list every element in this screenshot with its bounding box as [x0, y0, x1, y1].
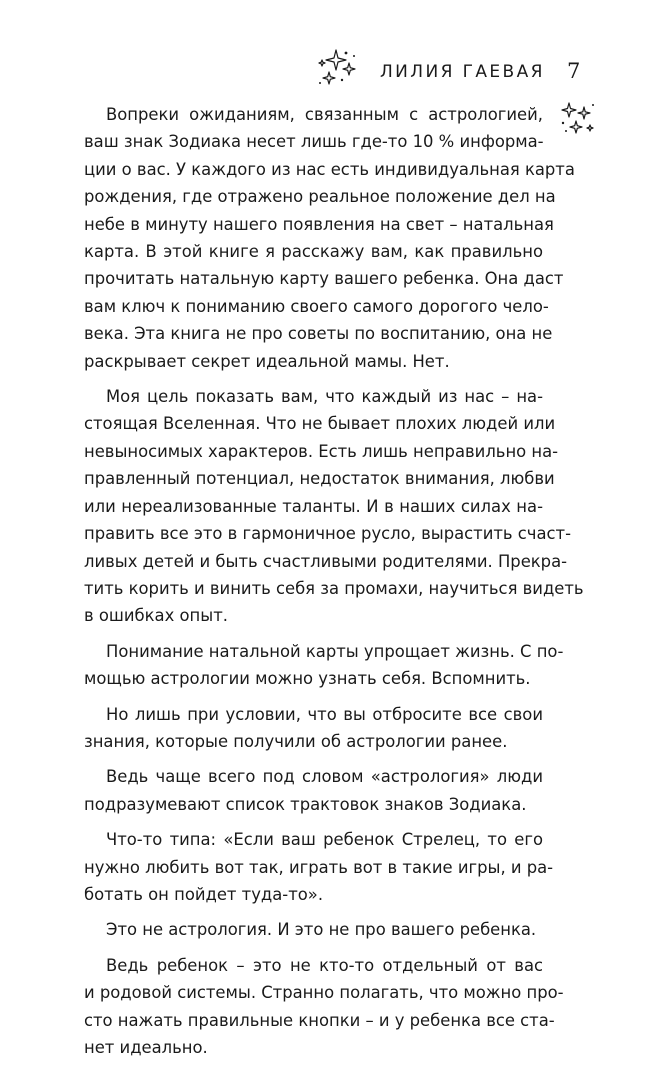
paragraph [84, 952, 564, 1062]
author-name: ЛИЛИЯ ГАЕВАЯ [380, 62, 545, 82]
text-line: ваш знак Зодиака несет лишь где-то 10 % информа- [84, 132, 544, 152]
text-line: тить корить и винить себя за промахи, научиться видеть [84, 578, 584, 598]
page-number: 7 [567, 59, 581, 83]
text-line: и родовой системы. Странно полагать, что можно про- [84, 983, 564, 1003]
text-line: подразумевают список трактовок знаков Зодиака. [84, 794, 527, 814]
paragraph [84, 701, 543, 756]
text-line: Вопреки ожиданиям, связанным с астрологией, [106, 105, 543, 124]
text-line: Ведь ребенок – это не кто-то отдельный от вас [106, 955, 543, 975]
text-line: править все это в гармоничное русло, вырастить счаст- [84, 524, 571, 544]
text-line: небе в минуту нашего появления на свет – натальная [84, 214, 554, 234]
text-line: нужно любить вот так, играть вот в такие игры, и ра- [84, 857, 554, 877]
body-text [84, 101, 584, 1069]
text-line: Что-то типа: «Если ваш ребенок Стрелец, то его [106, 830, 543, 850]
paragraph [84, 383, 584, 630]
text-line: раскрывает секрет идеальной мамы. Нет. [84, 351, 450, 371]
text-line: ции о вас. У каждого из нас есть индивидуальная карта [84, 159, 575, 179]
paragraph [84, 826, 554, 908]
text-line: века. Эта книга не про советы по воспитанию, она не [84, 324, 553, 344]
text-line: невыносимых характеров. Есть лишь неправильно на- [84, 441, 559, 461]
text-line: Моя цель показать вам, что каждый из нас – на- [106, 387, 543, 407]
text-line: вам ключ к пониманию своего самого дорогого чело- [84, 296, 549, 316]
text-line: стоящая Вселенная. Что не бывает плохих людей или [84, 414, 556, 434]
text-line: карта. В этой книге я расскажу вам, как правильно [84, 242, 543, 262]
text-line: в ошибках опыт. [84, 606, 228, 626]
text-line: рождения, где отражено реальное положение дел на [84, 187, 556, 207]
page-header [0, 40, 645, 100]
paragraph [84, 763, 543, 818]
text-line: мощью астрологии можно узнать себя. Вспомнить. [84, 669, 531, 689]
text-line: сто нажать правильные кнопки – и у ребенка все ста- [84, 1010, 555, 1030]
stars-icon [560, 101, 596, 137]
stars-icon [316, 46, 360, 90]
text-line: или нереализованные таланты. И в наших силах на- [84, 496, 543, 516]
paragraph [84, 638, 564, 693]
text-line: правленный потенциал, недостаток внимания, любви [84, 469, 555, 489]
paragraph [84, 916, 543, 943]
text-line: знания, которые получили об астрологии ранее. [84, 731, 508, 751]
text-line: нет идеально. [84, 1038, 208, 1057]
paragraph [84, 101, 575, 375]
text-line: Это не астрология. И это не про вашего ребенка. [106, 920, 537, 940]
text-line: прочитать натальную карту вашего ребенка. Она даст [84, 269, 564, 289]
text-line: Понимание натальной карты упрощает жизнь. С по- [106, 641, 564, 661]
text-line: ботать он пойдет туда-то». [84, 884, 324, 904]
text-line: ливых детей и быть счастливыми родителями. Прекра- [84, 551, 568, 571]
text-line: Но лишь при условии, что вы отбросите все свои [106, 704, 543, 724]
text-line: Ведь чаще всего под словом «астрология» люди [106, 767, 543, 787]
